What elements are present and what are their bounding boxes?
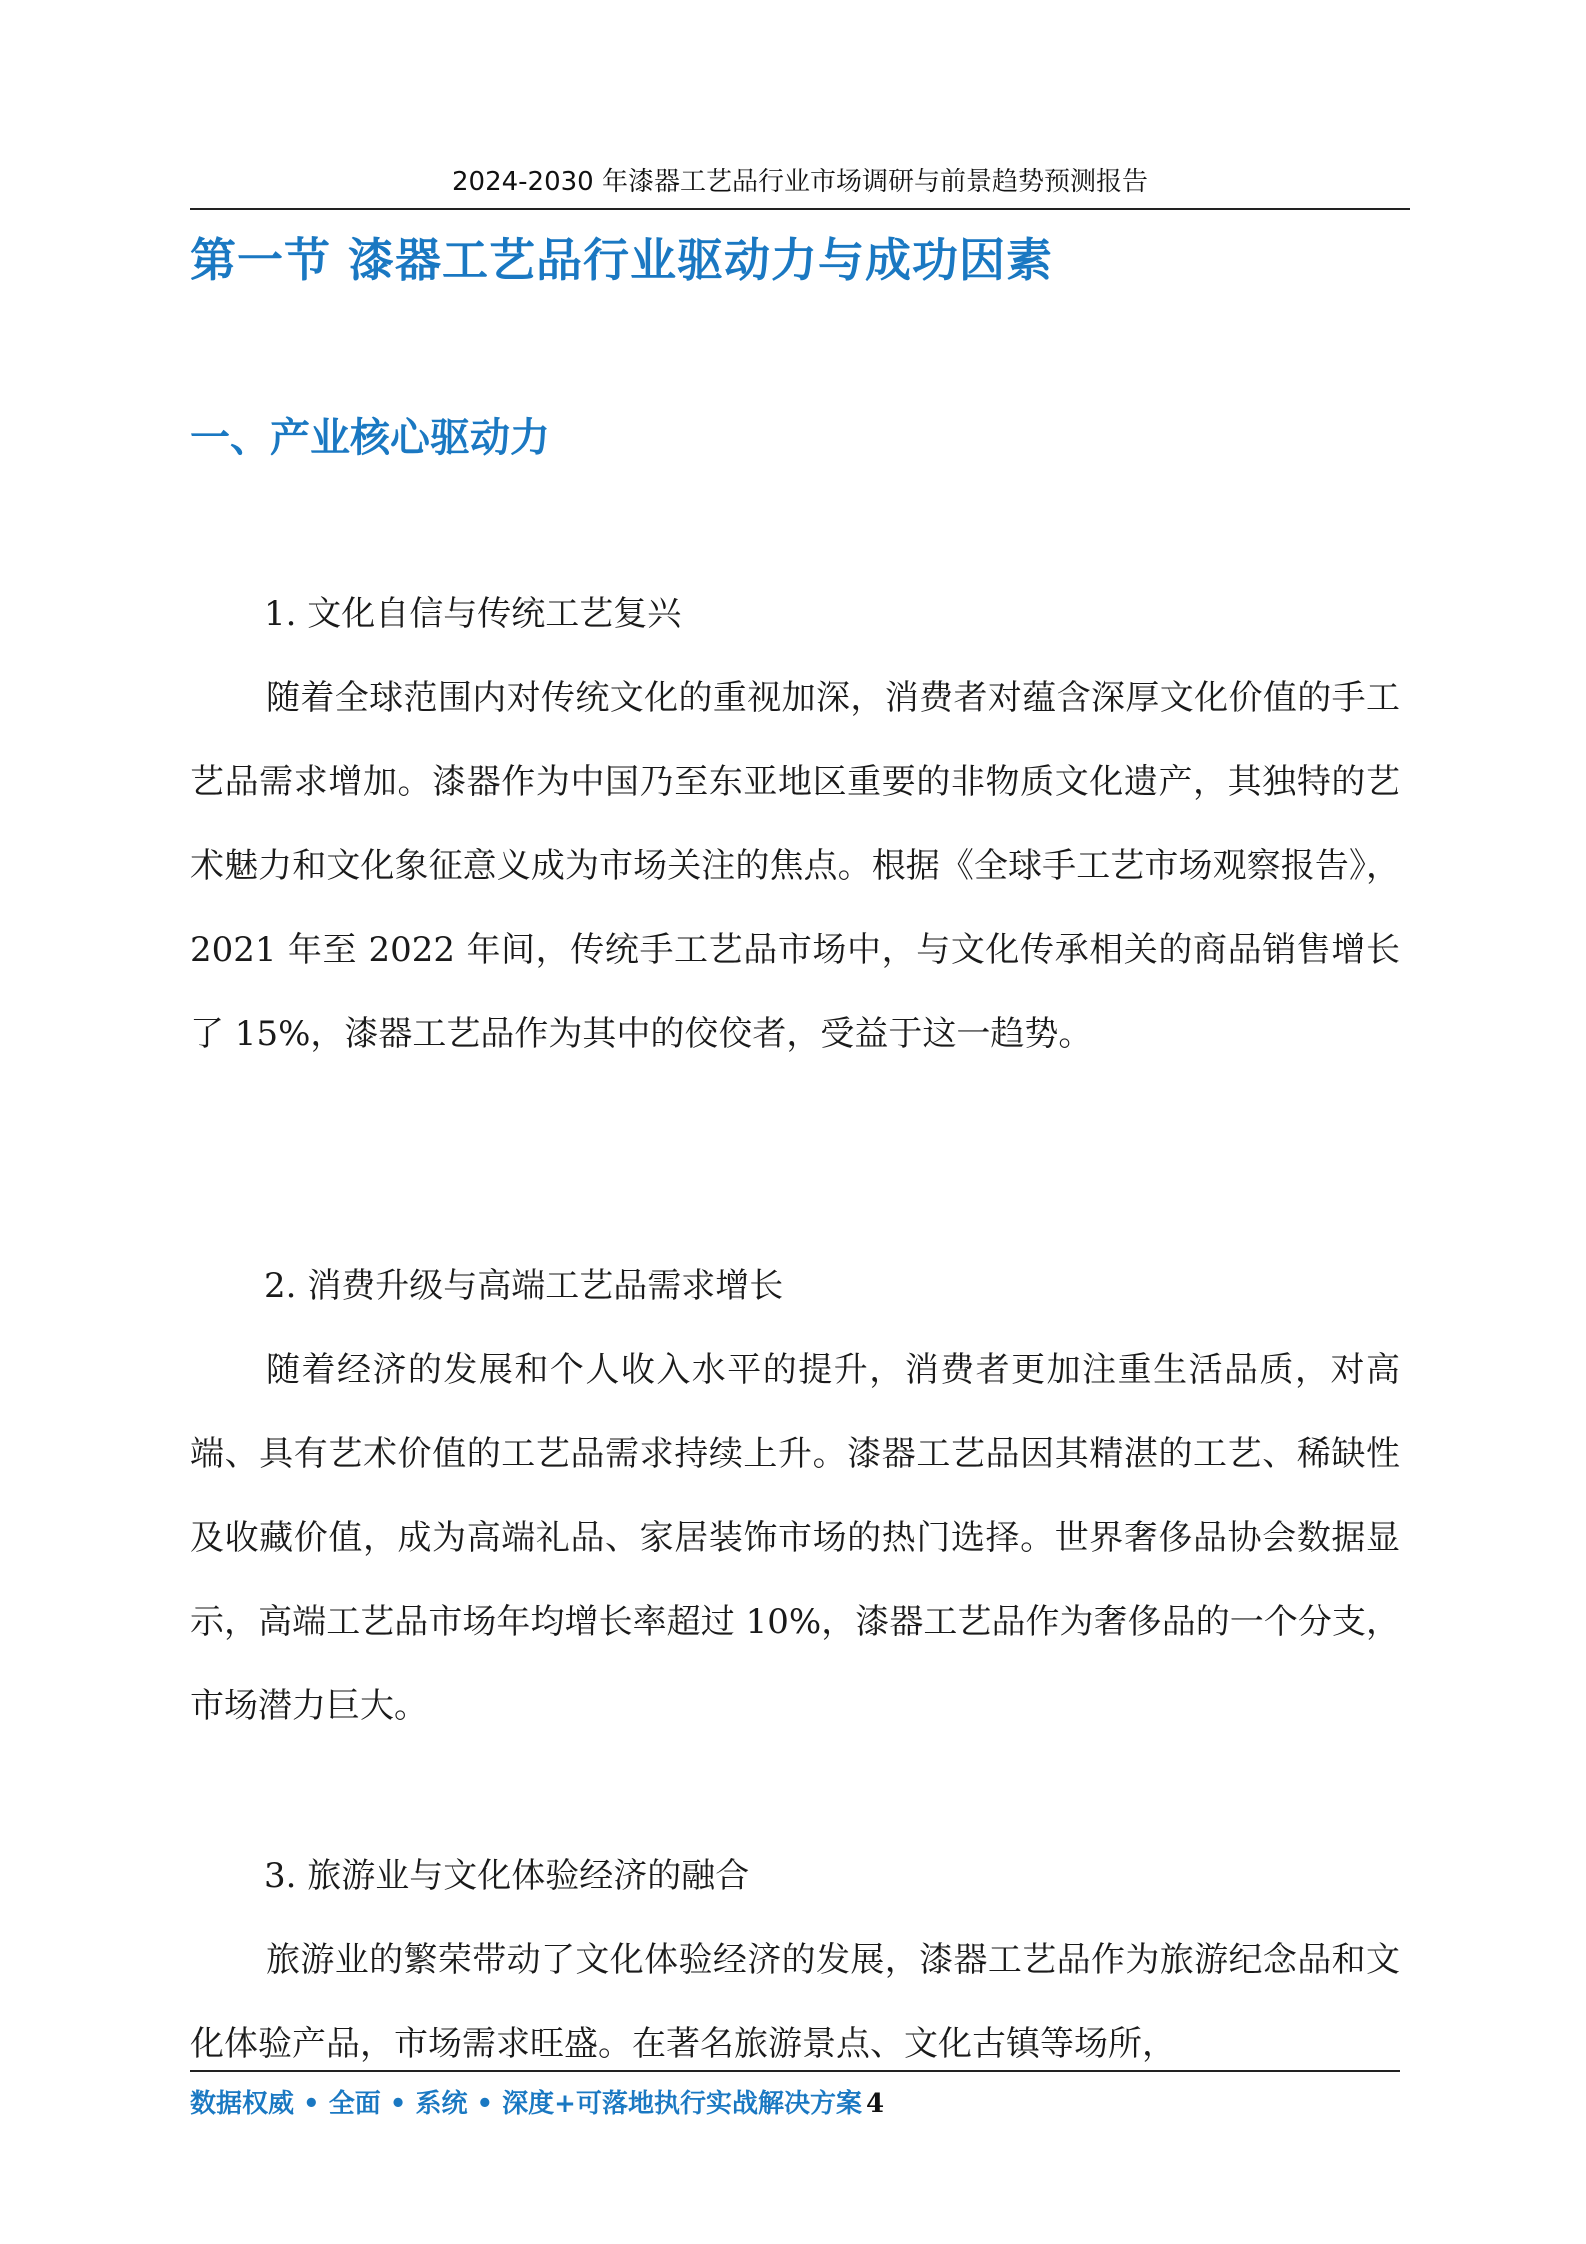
item-body-3: 旅游业的繁荣带动了文化体验经济的发展，漆器工艺品作为旅游纪念品和文化体验产品，市场需求旺盛。在著名旅游景点、文化古镇等场所， [190,1940,1400,2064]
page-number: 4 [865,2089,885,2119]
footer-divider [190,2070,1400,2072]
footer-slogan: 数据权威 • 全面 • 系统 • 深度+可落地执行实战解决方案 [190,2089,862,2119]
item-body-2: 随着经济的发展和个人收入水平的提升，消费者更加注重生活品质，对高端、具有艺术价值的工艺品需求持续上升。漆器工艺品因其精湛的工艺、稀缺性及收藏价值，成为高端礼品、家居装饰市场的热门选择。世界奢侈品协会数据显示，高端工艺品市场年均增长率超过 10%，漆器工艺品作为奢侈品的一个分支，市场潜力巨大。 [190,1350,1400,1726]
subsection-title: 一、产业核心驱动力 [190,415,550,461]
header-divider [190,208,1410,210]
page-footer [190,2086,884,2122]
item-body-1: 随着全球范围内对传统文化的重视加深，消费者对蕴含深厚文化价值的手工艺品需求增加。漆器作为中国乃至东亚地区重要的非物质文化遗产，其独特的艺术魅力和文化象征意义成为市场关注的焦点。根据《全球手工艺市场观察报告》，2021 年至 2022 年间，传统手工艺品市场中，与文化传承相关的商品销售增长了 15%，漆器工艺品作为其中的佼佼者，受益于这一趋势。 [190,678,1400,1054]
item-heading-1: 1. 文化自信与传统工艺复兴 [264,594,682,634]
item-heading-3: 3. 旅游业与文化体验经济的融合 [264,1856,750,1896]
running-header: 2024-2030 年漆器工艺品行业市场调研与前景趋势预测报告 [452,167,1148,197]
item-heading-2: 2. 消费升级与高端工艺品需求增长 [264,1266,784,1306]
section-title: 第一节 漆器工艺品行业驱动力与成功因素 [190,233,1054,287]
